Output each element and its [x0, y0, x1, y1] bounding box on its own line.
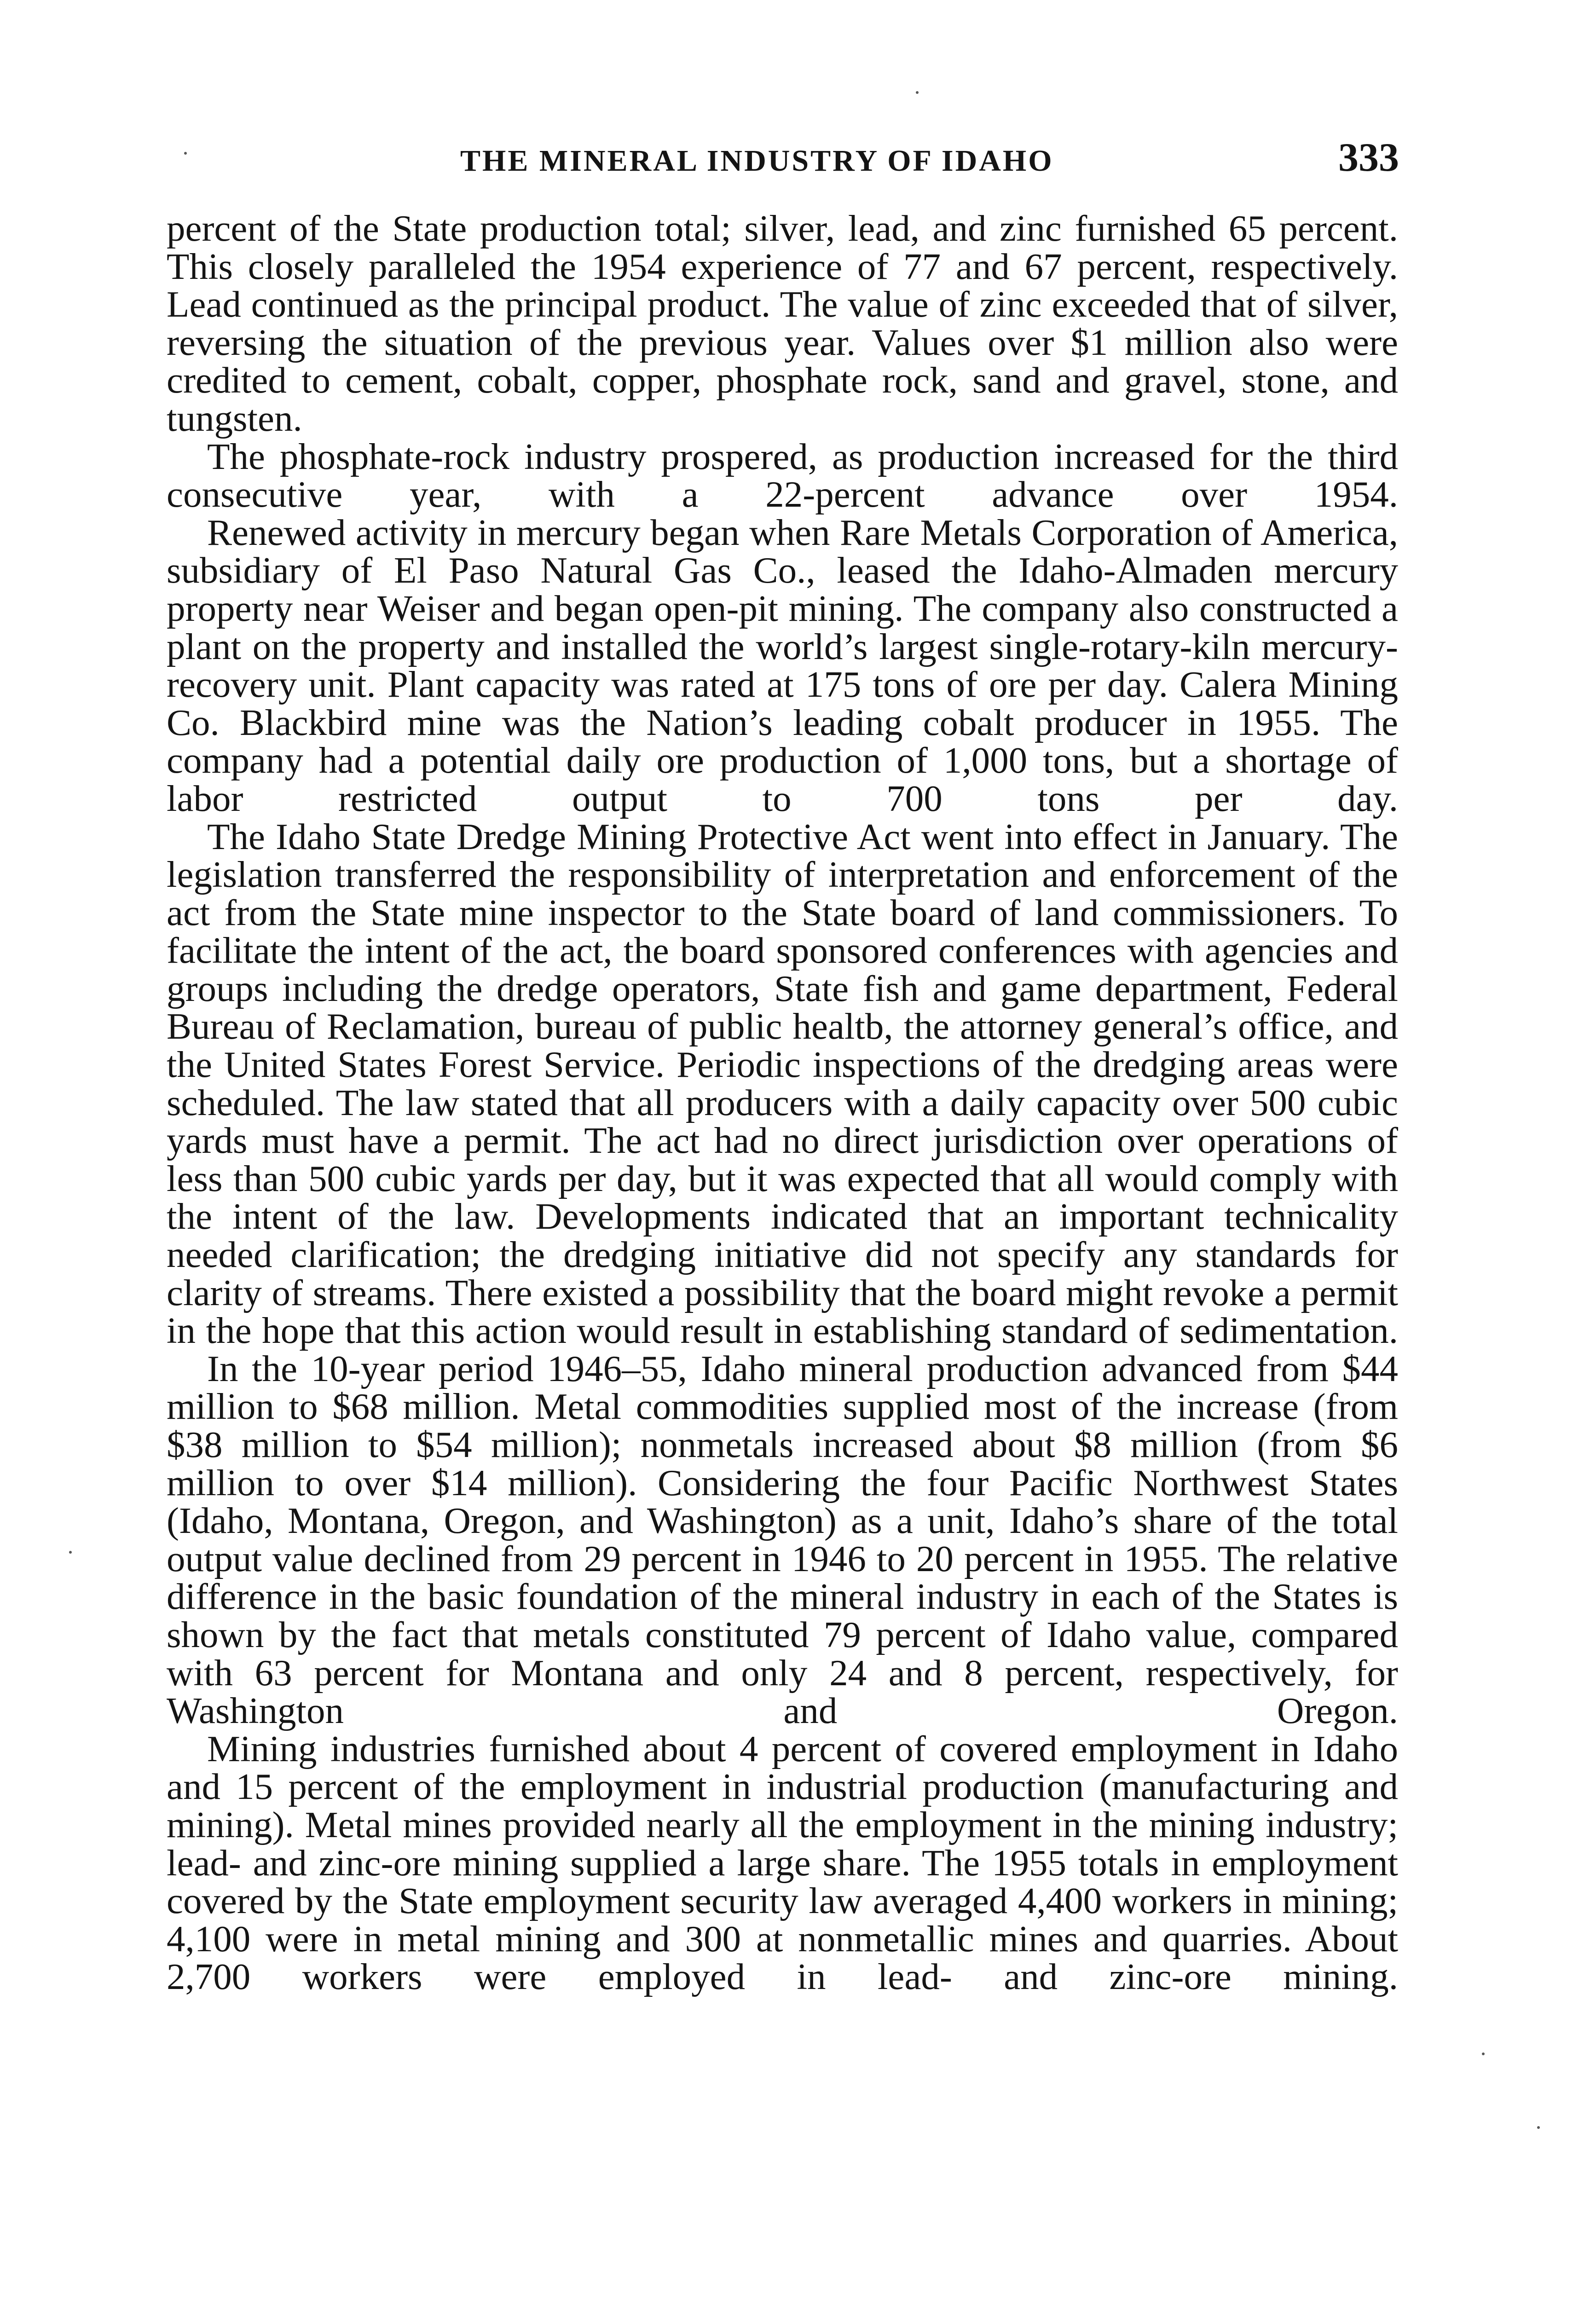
running-head: [166, 134, 1399, 185]
paper-speck: [184, 152, 187, 155]
paper-speck: [916, 91, 919, 94]
paper-speck: [69, 1551, 72, 1554]
paper-speck: [1482, 2052, 1485, 2055]
paragraph-phosphate-rock: The phosphate-rock industry prospered, as production increased for the third consecutive year, with a 22-percent advance over 1954.: [167, 435, 1398, 515]
paragraph-mercury-cobalt: Renewed activity in mercury began when Rare Metals Corporation of America, subsidiary of El Paso Natural Gas Co., leased the Idaho-Almaden mercury property near Weiser and began open-pit mining. The company also constructed a plant on the property and installed the world’s largest single-rotary-kiln mercury-recovery unit. Plant capacity was rated at 175 tons of ore per day. Calera Mining Co. Blackbird mine was the Nation’s leading cobalt producer in 1955. The company had a potential daily ore production of 1,000 tons, but a shortage of labor restricted output to 700 tons per day.: [167, 511, 1398, 819]
running-title: THE MINERAL INDUSTRY OF IDAHO: [460, 144, 1054, 178]
paragraph-employment: Mining industries furnished about 4 percent of covered employment in Idaho and 15 percent of the employment in industrial production (manufacturing and mining). Metal mines provided nearly all the employment in the mining industry; lead- and zinc-ore mining supplied a large share. The 1955 totals in employment covered by the State employment security law averaged 4,400 workers in mining; 4,100 were in metal mining and 300 at nonmetallic mines and quarries. About 2,700 workers were employed in lead- and zinc-ore mining.: [167, 1728, 1398, 1998]
body-text: [167, 209, 1398, 1996]
paragraph-dredge-mining-act: The Idaho State Dredge Mining Protective Act went into effect in January. The legislation transferred the responsibility of interpretation and enforcement of the act from the State mine inspector to the State board of land commissioners. To facilitate the intent of the act, the board sponsored conferences with agencies and groups including the dredge operators, State fish and game department, Federal Bureau of Reclamation, bureau of public healtb, the attorney general’s office, and the United States Forest Service. Periodic inspections of the dredging areas were scheduled. The law stated that all producers with a daily capacity over 500 cubic yards must have a permit. The act had no direct jurisdiction over operations of less than 500 cubic yards per day, but it was expected that all would comply with the intent of the law. Developments indicated that an important technicality needed clarification; the dredging initiative did not specify any standards for clarity of streams. There existed a possibility that the board might revoke a permit in the hope that this action would result in establishing standard of sedimentation.: [167, 815, 1398, 1352]
paragraph-production-summary: percent of the State production total; silver, lead, and zinc furnished 65 percent. This closely paralleled the 1954 experience of 77 and 67 percent, respectively. Lead continued as the principal product. The value of zinc exceeded that of silver, reversing the situation of the previous year. Values over $1 million also were credited to cement, cobalt, copper, phosphate rock, sand and gravel, stone, and tungsten.: [167, 208, 1398, 439]
page-number: 333: [1338, 135, 1399, 180]
paragraph-ten-year-period: In the 10-year period 1946–55, Idaho mineral production advanced from $44 million to $68 million. Metal commodities supplied most of the increase (from $38 million to $54 million); nonmetals increased about $8 million (from $6 million to over $14 million). Considering the four Pacific Northwest States (Idaho, Montana, Oregon, and Washington) as a unit, Idaho’s share of the total output value declined from 29 percent in 1946 to 20 percent in 1955. The relative difference in the basic foundation of the mineral industry in each of the States is shown by the fact that metals constituted 79 percent of Idaho value, compared with 63 percent for Montana and only 24 and 8 percent, respectively, for Washington and Oregon.: [167, 1347, 1398, 1732]
paper-speck: [1537, 2126, 1540, 2129]
